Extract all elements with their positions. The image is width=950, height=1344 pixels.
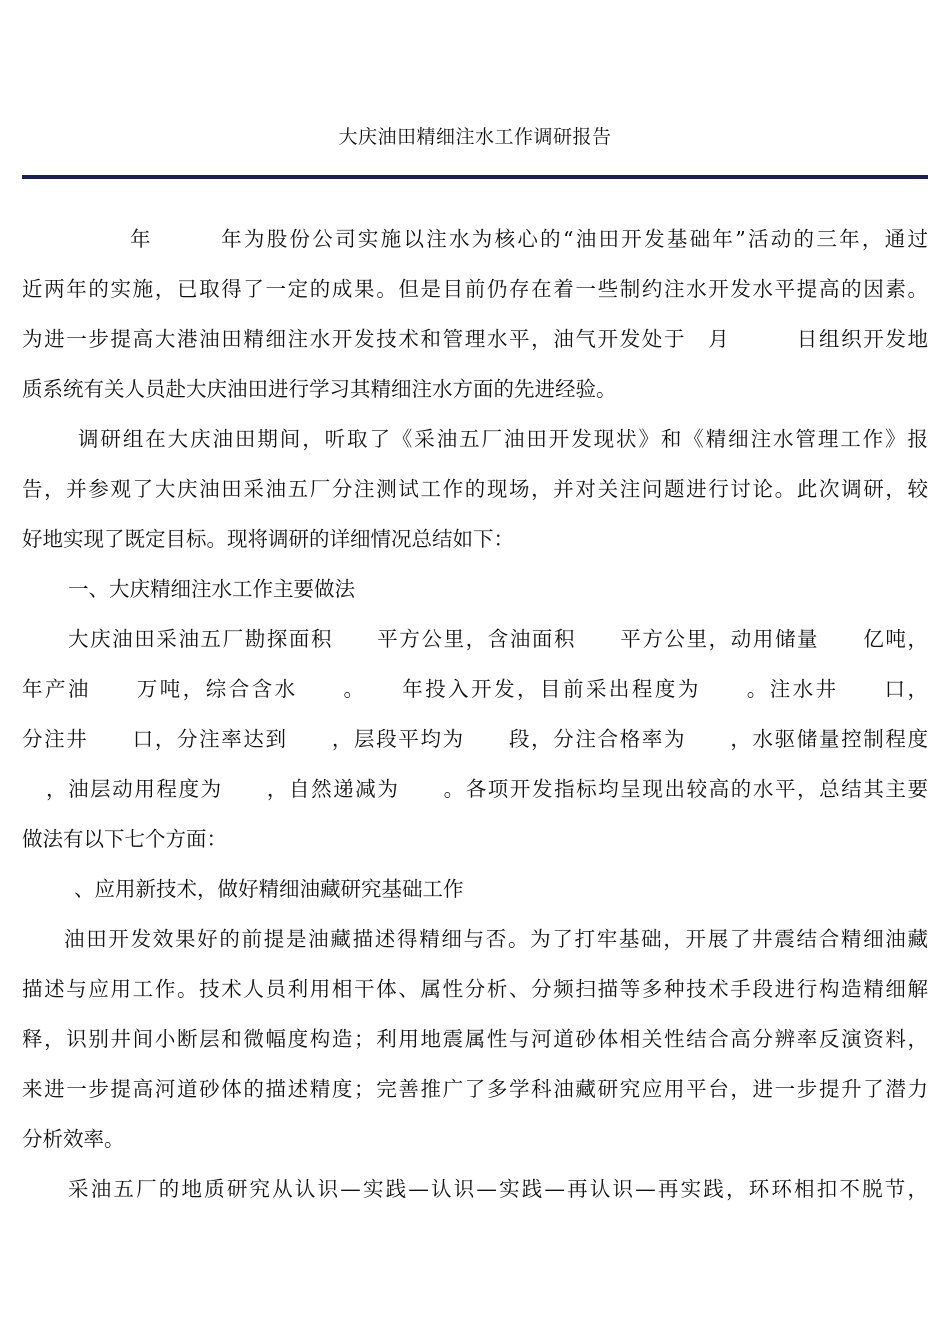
text-line: 告，并参观了大庆油田采油五厂分注测试工作的现场，并对关注问题进行讨论。此次调研，较 bbox=[22, 477, 928, 501]
title-divider bbox=[22, 175, 928, 179]
text-line: 来进一步提高河道砂体的描述精度；完善推广了多学科油藏研究应用平台，进一步提升了潜力 bbox=[22, 1077, 928, 1101]
text-line: 描述与应用工作。技术人员利用相干体、属性分析、分频扫描等多种技术手段进行构造精细解 bbox=[22, 977, 928, 1001]
text-line: 大庆油田采油五厂勘探面积 平方公里，含油面积 平方公里，动用储量 亿吨， bbox=[68, 627, 928, 651]
text-line: 调研组在大庆油田期间，听取了《采油五厂油田开发现状》和《精细注水管理工作》报 bbox=[78, 427, 928, 451]
text-line: 采油五厂的地质研究从认识—实践—认识—实践—再认识—再实践，环环相扣不脱节， bbox=[68, 1177, 928, 1201]
text-line: 分注井 口，分注率达到 ，层段平均为 段，分注合格率为 ，水驱储量控制程度 bbox=[22, 727, 928, 751]
text-line: 好地实现了既定目标。现将调研的详细情况总结如下： bbox=[22, 527, 514, 551]
text-line: 年 年为股份公司实施以注水为核心的“油田开发基础年”活动的三年，通过 bbox=[130, 227, 928, 251]
text-line: 分析效率。 bbox=[22, 1127, 125, 1151]
document-title: 大庆油田精细注水工作调研报告 bbox=[338, 126, 612, 148]
text-line: 一、大庆精细注水工作主要做法 bbox=[68, 577, 355, 601]
text-line: 做法有以下七个方面： bbox=[22, 827, 227, 851]
text-line: 为进一步提高大港油田精细注水开发技术和管理水平，油气开发处于 月 日组织开发地 bbox=[22, 327, 928, 351]
text-line: 近两年的实施，已取得了一定的成果。但是目前仍存在着一些制约注水开发水平提高的因素。 bbox=[22, 277, 928, 301]
text-line: 年产油 万吨，综合含水 。 年投入开发，目前采出程度为 。注水井 口， bbox=[22, 677, 928, 701]
text-line: 、应用新技术，做好精细油藏研究基础工作 bbox=[74, 877, 464, 901]
text-line: 质系统有关人员赴大庆油田进行学习其精细注水方面的先进经验。 bbox=[22, 377, 617, 401]
text-line: 油田开发效果好的前提是油藏描述得精细与否。为了打牢基础，开展了井震结合精细油藏 bbox=[64, 927, 928, 951]
text-line: ，油层动用程度为 ，自然递减为 。各项开发指标均呈现出较高的水平，总结其主要 bbox=[46, 777, 928, 801]
text-line: 释，识别井间小断层和微幅度构造；利用地震属性与河道砂体相关性结合高分辨率反演资料， bbox=[22, 1027, 928, 1051]
